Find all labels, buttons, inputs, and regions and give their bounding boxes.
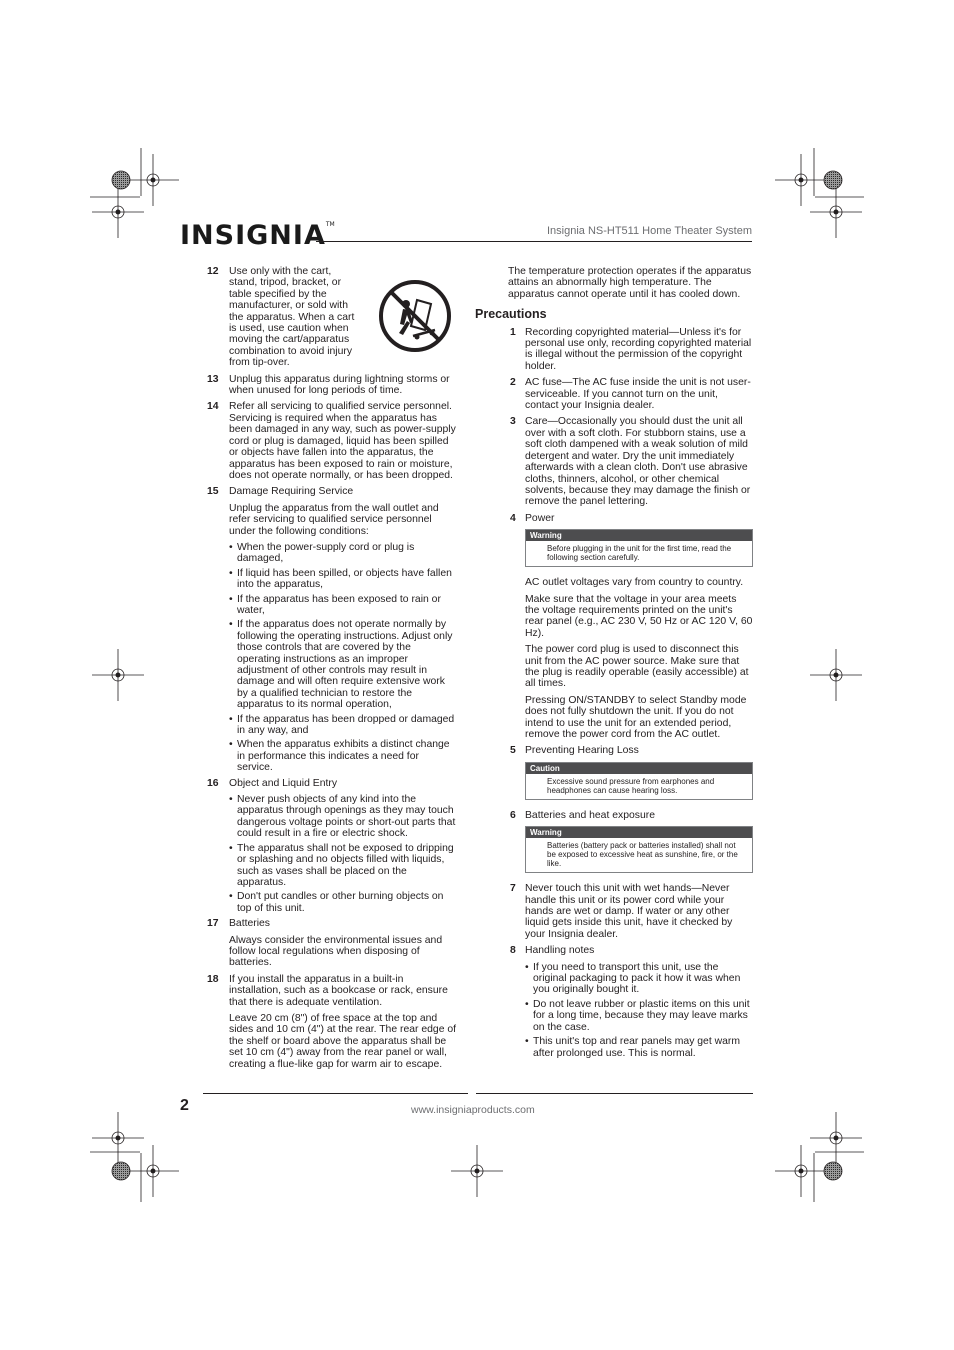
precaution-item-7 [475, 883, 753, 940]
item-text: Recording copyrighted material—Unless it's for personal use only, recording copyrighted material is illegal without the permission of the copyright holder. [525, 326, 752, 372]
notice-text: Batteries (battery pack or batteries installed) shall not be exposed to excessive heat as sunshine, fire, or the like. [547, 841, 738, 869]
precaution-item-3 [475, 416, 753, 507]
item-text: Handling notes [525, 945, 595, 957]
item-text: If you install the apparatus in a built-in installation, such as a bookcase or rack, ensure that there is adequate ventilation. [229, 973, 448, 1008]
precaution-item-5 [475, 745, 753, 756]
list-item-15 [207, 486, 457, 497]
item-number: 16 [207, 777, 219, 789]
warning-notice-power [525, 529, 753, 567]
right-column [475, 266, 753, 1063]
notice-label: Caution [526, 763, 752, 774]
item-text: Object and Liquid Entry [229, 777, 338, 789]
footer-rule-left [203, 1093, 468, 1094]
temperature-protection-paragraph: The temperature protection operates if the apparatus attains an abnormally high temperature. The apparatus cannot operate until it has cooled down. [508, 266, 752, 300]
header-rule [316, 241, 752, 242]
precaution-item-6 [475, 810, 753, 821]
item-number: 15 [207, 486, 219, 498]
item-number: 18 [207, 973, 219, 985]
item-15-paragraph: Unplug the apparatus from the wall outlet and refer servicing to qualified service personnel under the following conditions: [229, 502, 439, 537]
page-number: 2 [180, 1097, 189, 1114]
item-text: Preventing Hearing Loss [525, 745, 639, 757]
left-column [207, 266, 457, 1075]
list-item: • If the apparatus has been dropped or damaged in any way, and [229, 714, 457, 737]
item-text: Damage Requiring Service [229, 486, 354, 498]
list-item: • This unit's top and rear panels may get warm after prolonged use. This is normal. [525, 1036, 753, 1059]
list-item: • If the apparatus has been exposed to rain or water, [229, 594, 457, 617]
item-number: 6 [510, 809, 516, 821]
notice-label: Warning [526, 530, 752, 541]
caution-notice-hearing [525, 762, 753, 800]
list-item-16 [207, 778, 457, 789]
item-text: AC fuse—The AC fuse inside the unit is not user-serviceable. If you cannot turn on the unit, contact your Insignia dealer. [525, 377, 751, 412]
list-item: • Never push objects of any kind into the apparatus through openings as they may touch dangerous voltage points or short-out parts that could result in a fire or electric shock. [229, 794, 457, 840]
list-item: • If the apparatus does not operate normally by following the operating instructions. Adjust only those controls that are covered by the operating instructions as an improper adjustment of other controls may result in damage and will often require extensive work by a qualified technician to restore the apparatus to its normal operation, [229, 619, 457, 710]
item-text: Never touch this unit with wet hands—Never handle this unit or its power cord while your hands are wet or damp. If water or any other liquid gets inside this unit, have it checked by your Insignia dealer. [525, 883, 733, 940]
item-number: 13 [207, 373, 219, 385]
logo-trademark: TM [325, 221, 335, 228]
footer-url: www.insigniaproducts.com [411, 1104, 535, 1116]
precaution-item-2 [475, 377, 753, 411]
footer-rule-right [476, 1093, 753, 1094]
item-18-paragraph: Leave 20 cm (8") of free space at the top and sides and 10 cm (4") at the rear. The rear edge of the shelf or board above the apparatus shall be set 10 cm (4") away from the rear panel or wall, creating a flue-like gap for warm air to escape. [229, 1012, 457, 1070]
list-item-12 [207, 266, 457, 369]
item-number: 12 [207, 266, 219, 277]
precaution-item-8 [475, 945, 753, 956]
warning-notice-batteries [525, 826, 753, 873]
item-text: Refer all servicing to qualified service personnel. Servicing is required when the apparatus has been damaged in any way, such as power-supply cord or plug is damaged, liquid has been spilled or objects have fallen into the apparatus, the apparatus has been exposed to rain or moisture, does not operate normally, or has been dropped. [229, 401, 456, 481]
list-item: • When the apparatus exhibits a distinct change in performance this indicates a need for service. [229, 739, 457, 773]
power-paragraph: Make sure that the voltage in your area meets the voltage requirements printed on the unit's rear panel (e.g., AC 230 V, 50 Hz or AC 120 V, 60 Hz). [525, 593, 753, 639]
item-15-bullets [207, 542, 457, 774]
item-number: 1 [510, 326, 516, 338]
item-text: Power [525, 512, 555, 524]
list-item-14 [207, 401, 457, 481]
list-item: • The apparatus shall not be exposed to dripping or splashing and no objects filled with liquids, such as vases shall be placed on the apparatus. [229, 843, 457, 889]
list-item: • If liquid has been spilled, or objects have fallen into the apparatus, [229, 568, 457, 591]
item-17-paragraph: Always consider the environmental issues and follow local regulations when disposing of batteries. [229, 934, 443, 969]
list-item: • If you need to transport this unit, use the original packaging to pack it how it was when you originally bought it. [525, 962, 753, 996]
precaution-item-1 [475, 327, 753, 373]
item-text: Care—Occasionally you should dust the unit all over with a soft cloth. For stubborn stains, use a soft cloth dampened with a weak solution of mild detergent and water. Dry the unit immediately afterwards with a clean cloth. Don't use abrasive cloths, thinners, alcohol, or other chemical solvents, because they may damage the finish or remove the panel lettering. [525, 416, 751, 508]
list-item: • When the power-supply cord or plug is damaged, [229, 542, 457, 565]
power-paragraph: The power cord plug is used to disconnect this unit from the AC power source. Make sure that the plug is readily operable (easily accessible) at all times. [525, 644, 749, 690]
item-number: 7 [510, 883, 516, 895]
item-number: 17 [207, 918, 219, 930]
item-8-bullets [475, 962, 753, 1059]
precaution-item-4 [475, 513, 753, 524]
list-item-13 [207, 374, 457, 397]
item-number: 5 [510, 745, 516, 757]
list-item-17 [207, 918, 457, 929]
section-title-precautions: Precautions [475, 307, 547, 322]
list-item-18 [207, 974, 457, 1008]
item-text: Batteries [229, 918, 271, 930]
document-title: Insignia NS-HT511 Home Theater System [546, 225, 752, 237]
power-paragraph: Pressing ON/STANDBY to select Standby mode does not fully shutdown the unit. If you do not intend to use the unit for an extended period, remove the power cord from the AC outlet. [525, 694, 747, 740]
notice-label: Warning [526, 827, 752, 838]
item-number: 4 [510, 512, 516, 524]
list-item: • Don't put candles or other burning objects on top of this unit. [229, 891, 457, 914]
item-number: 14 [207, 401, 219, 413]
list-item: • Do not leave rubber or plastic items on this unit for a long time, because they may leave marks on the case. [525, 999, 753, 1033]
item-text: Batteries and heat exposure [525, 809, 655, 821]
notice-text: Excessive sound pressure from earphones and headphones can cause hearing loss. [547, 776, 715, 795]
power-paragraph: AC outlet voltages vary from country to country. [525, 577, 744, 589]
item-text: Unplug this apparatus during lightning storms or when unused for long periods of time. [229, 373, 450, 397]
item-number: 3 [510, 416, 516, 428]
item-number: 8 [510, 945, 516, 957]
brand-logo [180, 222, 335, 249]
item-text: Use only with the cart, stand, tripod, bracket, or table specified by the manufacturer, or sold with the apparatus. When a cart is used, use caution when moving the cart/apparatus combination to avoid injury from tip-over. [229, 266, 355, 369]
cart-tipover-warning-icon [377, 278, 453, 354]
item-16-bullets [207, 794, 457, 914]
logo-text: INSIGNIA [180, 220, 326, 251]
notice-text: Before plugging in the unit for the first time, read the following section carefully. [547, 544, 732, 563]
item-number: 2 [510, 377, 516, 389]
